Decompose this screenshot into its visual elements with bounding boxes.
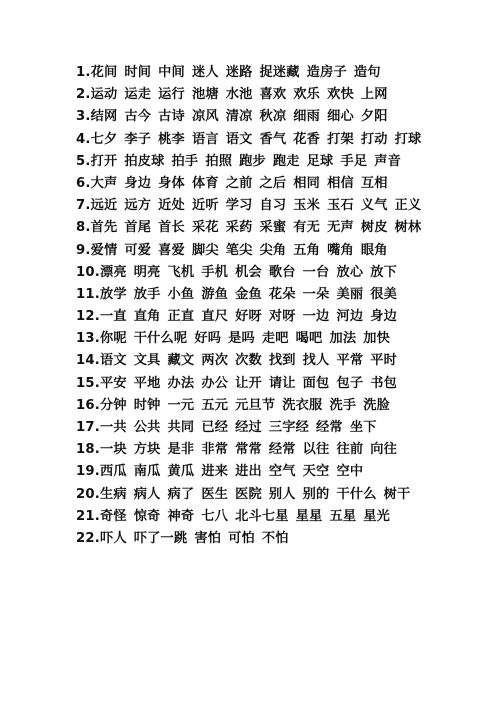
vocabulary-word: 包子 — [336, 375, 364, 391]
vocabulary-word: 花香 — [293, 131, 321, 147]
word-line — [76, 262, 488, 284]
word-line — [76, 417, 488, 439]
word-line — [76, 129, 488, 151]
vocabulary-word: 足球 — [306, 153, 334, 169]
vocabulary-word: 共同 — [167, 420, 195, 435]
vocabulary-word: 拍照 — [205, 153, 233, 169]
vocabulary-word: 藏文 — [167, 353, 195, 369]
vocabulary-word: 结网 — [90, 109, 118, 125]
vocabulary-word: 之前 — [225, 175, 253, 191]
vocabulary-word: 玉石 — [327, 198, 354, 214]
vocabulary-word: 是吗 — [228, 331, 255, 347]
vocabulary-word: 凉风 — [191, 109, 219, 125]
vocabulary-word: 一直 — [99, 309, 127, 325]
vocabulary-word: 桃李 — [158, 131, 185, 147]
word-line — [76, 306, 488, 328]
word-line — [76, 506, 488, 528]
line-number: 1. — [76, 65, 91, 80]
vocabulary-word: 正义 — [394, 198, 422, 214]
vocabulary-word: 时钟 — [133, 397, 161, 413]
vocabulary-word: 树皮 — [360, 220, 388, 236]
vocabulary-word: 空中 — [336, 464, 364, 480]
word-line — [76, 84, 488, 106]
word-line — [76, 240, 488, 262]
vocabulary-word: 喜欢 — [259, 87, 287, 103]
vocabulary-word: 放心 — [336, 264, 364, 280]
line-number: 13. — [76, 331, 100, 347]
word-line — [76, 217, 488, 239]
word-line — [76, 106, 488, 128]
vocabulary-word: 体育 — [191, 175, 219, 191]
word-line — [76, 328, 488, 350]
vocabulary-word: 平安 — [99, 375, 127, 391]
vocabulary-word: 造房子 — [306, 65, 347, 80]
vocabulary-word: 五角 — [293, 242, 321, 258]
line-number: 10. — [76, 264, 100, 280]
vocabulary-word: 一朵 — [302, 286, 330, 302]
vocabulary-word: 放学 — [99, 286, 127, 302]
vocabulary-word: 空气 — [268, 464, 296, 480]
vocabulary-word: 放下 — [370, 264, 397, 280]
vocabulary-word: 学习 — [225, 198, 253, 214]
line-number: 22. — [76, 530, 100, 546]
vocabulary-word: 害怕 — [194, 530, 222, 546]
vocabulary-word: 往前 — [336, 442, 364, 458]
vocabulary-word: 吓了一跳 — [133, 530, 188, 546]
vocabulary-word: 神奇 — [167, 508, 195, 524]
vocabulary-word: 加法 — [329, 331, 357, 347]
vocabulary-word: 进来 — [201, 464, 229, 480]
vocabulary-word: 让开 — [235, 375, 262, 391]
line-number: 20. — [76, 486, 100, 502]
vocabulary-word: 细雨 — [293, 109, 321, 125]
line-number: 8. — [76, 220, 91, 236]
vocabulary-word: 五星 — [329, 508, 357, 524]
vocabulary-word: 跑走 — [272, 153, 300, 169]
vocabulary-word: 上网 — [360, 87, 388, 103]
vocabulary-word: 脚尖 — [191, 242, 219, 258]
vocabulary-word: 书包 — [370, 375, 397, 391]
vocabulary-word: 喜爱 — [158, 242, 185, 258]
vocabulary-word: 手机 — [201, 264, 229, 280]
vocabulary-word: 坐下 — [349, 420, 377, 435]
vocabulary-word: 之后 — [259, 175, 287, 191]
vocabulary-word: 打球 — [394, 131, 422, 147]
vocabulary-word: 办法 — [167, 375, 195, 391]
vocabulary-word: 打架 — [327, 131, 354, 147]
vocabulary-word: 语文 — [225, 131, 253, 147]
vocabulary-word: 文具 — [133, 353, 161, 369]
vocabulary-word: 秋凉 — [259, 109, 287, 125]
vocabulary-word: 小鱼 — [167, 286, 195, 302]
vocabulary-word: 运动 — [90, 87, 118, 103]
vocabulary-word: 古诗 — [158, 109, 185, 125]
vocabulary-word: 语文 — [99, 353, 127, 369]
vocabulary-word: 分钟 — [99, 397, 127, 413]
vocabulary-word: 直角 — [133, 309, 161, 325]
vocabulary-word: 造句 — [353, 65, 381, 80]
vocabulary-word: 细心 — [327, 109, 354, 125]
vocabulary-word: 近处 — [158, 198, 185, 214]
vocabulary-word: 河边 — [336, 309, 364, 325]
vocabulary-word: 漂亮 — [99, 264, 127, 280]
vocabulary-word: 干什么 — [336, 486, 377, 502]
vocabulary-word: 可怕 — [228, 530, 255, 546]
vocabulary-word: 一块 — [99, 442, 127, 458]
vocabulary-word: 采蜜 — [259, 220, 287, 236]
vocabulary-word: 找人 — [302, 353, 330, 369]
vocabulary-word: 三字经 — [268, 420, 310, 435]
vocabulary-word: 好吗 — [194, 331, 222, 347]
vocabulary-word: 七夕 — [90, 131, 118, 147]
vocabulary-word: 别人 — [268, 486, 296, 502]
vocabulary-word: 嘴角 — [327, 242, 354, 258]
vocabulary-word: 玉米 — [293, 198, 321, 214]
line-number: 17. — [76, 420, 100, 435]
vocabulary-word: 两次 — [201, 353, 229, 369]
vocabulary-word: 星星 — [295, 508, 323, 524]
vocabulary-word: 义气 — [360, 198, 388, 214]
vocabulary-word: 迷人 — [191, 65, 219, 80]
vocabulary-word: 迷路 — [225, 65, 253, 80]
vocabulary-word: 欢快 — [327, 87, 354, 103]
vocabulary-word: 远方 — [124, 198, 152, 214]
vocabulary-word: 北斗七星 — [235, 508, 289, 524]
vocabulary-word: 吓人 — [99, 530, 127, 546]
vocabulary-word: 美丽 — [336, 286, 364, 302]
vocabulary-word: 爱情 — [90, 242, 118, 258]
vocabulary-word: 跑步 — [239, 153, 266, 169]
vocabulary-word: 一边 — [302, 309, 330, 325]
vocabulary-word: 南瓜 — [133, 464, 161, 480]
vocabulary-word: 可爱 — [124, 242, 152, 258]
word-line — [76, 484, 488, 506]
word-line — [76, 173, 488, 195]
vocabulary-word: 经常 — [316, 420, 343, 435]
line-number: 12. — [76, 309, 100, 325]
vocabulary-word: 相信 — [327, 175, 354, 191]
line-number: 18. — [76, 442, 100, 458]
vocabulary-word: 一元 — [167, 397, 195, 413]
vocabulary-word: 池塘 — [191, 87, 219, 103]
word-line — [76, 461, 488, 483]
vocabulary-word: 时间 — [124, 65, 152, 80]
word-line — [76, 528, 488, 550]
vocabulary-word: 常常 — [235, 442, 262, 458]
vocabulary-word: 正直 — [167, 309, 195, 325]
vocabulary-word: 首尾 — [124, 220, 152, 236]
vocabulary-word: 洗脸 — [363, 397, 390, 413]
word-line — [76, 62, 488, 84]
vocabulary-word: 非常 — [201, 442, 229, 458]
vocabulary-word: 五元 — [201, 397, 229, 413]
vocabulary-word: 首长 — [158, 220, 185, 236]
vocabulary-word: 七八 — [201, 508, 229, 524]
word-line — [76, 284, 488, 306]
vocabulary-word: 请让 — [268, 375, 296, 391]
vocabulary-word: 水池 — [225, 87, 253, 103]
word-line — [76, 373, 488, 395]
vocabulary-word: 运行 — [158, 87, 185, 103]
vocabulary-word: 洗手 — [329, 397, 357, 413]
vocabulary-word: 次数 — [235, 353, 262, 369]
vocabulary-word: 首先 — [90, 220, 118, 236]
vocabulary-word: 已经 — [201, 420, 229, 435]
vocabulary-word: 很美 — [370, 286, 397, 302]
vocabulary-word: 采药 — [225, 220, 253, 236]
vocabulary-word: 捉迷藏 — [259, 65, 300, 80]
vocabulary-word: 欢乐 — [293, 87, 321, 103]
vocabulary-word: 生病 — [99, 486, 127, 502]
vocabulary-word: 病了 — [167, 486, 195, 502]
vocabulary-word: 一台 — [302, 264, 330, 280]
vocabulary-word: 喝吧 — [295, 331, 323, 347]
line-number: 16. — [76, 397, 100, 413]
vocabulary-word: 不怕 — [261, 530, 289, 546]
line-number: 2. — [76, 87, 91, 103]
vocabulary-list — [76, 62, 488, 550]
vocabulary-word: 李子 — [124, 131, 152, 147]
line-number: 19. — [76, 464, 100, 480]
vocabulary-word: 找到 — [268, 353, 296, 369]
vocabulary-word: 采花 — [191, 220, 219, 236]
vocabulary-word: 干什么呢 — [133, 331, 188, 347]
vocabulary-word: 是非 — [167, 442, 195, 458]
vocabulary-word: 远近 — [90, 198, 118, 214]
vocabulary-word: 一共 — [99, 420, 127, 435]
vocabulary-word: 你呢 — [99, 331, 127, 347]
vocabulary-word: 游鱼 — [201, 286, 229, 302]
vocabulary-word: 对呀 — [268, 309, 296, 325]
vocabulary-word: 平时 — [370, 353, 397, 369]
line-number: 14. — [76, 353, 100, 369]
vocabulary-word: 拍手 — [171, 153, 199, 169]
vocabulary-word: 奇怪 — [99, 508, 127, 524]
vocabulary-word: 直尺 — [201, 309, 229, 325]
line-number: 5. — [76, 153, 91, 169]
vocabulary-word: 方块 — [133, 442, 161, 458]
vocabulary-word: 声音 — [374, 153, 402, 169]
vocabulary-word: 飞机 — [167, 264, 195, 280]
vocabulary-word: 平常 — [336, 353, 364, 369]
vocabulary-word: 语言 — [191, 131, 219, 147]
vocabulary-word: 别的 — [302, 486, 330, 502]
vocabulary-word: 黄瓜 — [167, 464, 195, 480]
vocabulary-word: 星光 — [363, 508, 390, 524]
vocabulary-word: 花间 — [90, 65, 118, 80]
vocabulary-word: 以往 — [302, 442, 330, 458]
line-number: 15. — [76, 375, 100, 391]
vocabulary-word: 相同 — [293, 175, 321, 191]
vocabulary-word: 天空 — [302, 464, 330, 480]
vocabulary-word: 互相 — [360, 175, 388, 191]
vocabulary-word: 医院 — [235, 486, 262, 502]
word-line — [76, 151, 488, 173]
vocabulary-word: 病人 — [133, 486, 161, 502]
vocabulary-word: 有无 — [293, 220, 321, 236]
vocabulary-word: 近听 — [191, 198, 219, 214]
vocabulary-word: 尖角 — [259, 242, 287, 258]
vocabulary-word: 向往 — [370, 442, 397, 458]
word-line — [76, 195, 488, 217]
vocabulary-word: 打动 — [360, 131, 388, 147]
vocabulary-word: 运走 — [124, 87, 152, 103]
vocabulary-word: 身边 — [124, 175, 152, 191]
vocabulary-word: 放手 — [133, 286, 161, 302]
vocabulary-word: 平地 — [133, 375, 161, 391]
vocabulary-word: 走吧 — [261, 331, 289, 347]
vocabulary-word: 树林 — [394, 220, 422, 236]
vocabulary-word: 经常 — [268, 442, 296, 458]
line-number: 6. — [76, 175, 91, 191]
line-number: 3. — [76, 109, 91, 125]
vocabulary-word: 花朵 — [268, 286, 296, 302]
word-line — [76, 439, 488, 461]
vocabulary-word: 惊奇 — [133, 508, 161, 524]
vocabulary-word: 经过 — [235, 420, 262, 435]
vocabulary-word: 身体 — [158, 175, 185, 191]
line-number: 11. — [76, 286, 100, 302]
word-line — [76, 350, 488, 372]
vocabulary-word: 元旦节 — [235, 397, 276, 413]
line-number: 4. — [76, 131, 91, 147]
line-number: 7. — [76, 198, 91, 214]
vocabulary-word: 眼角 — [360, 242, 388, 258]
line-number: 21. — [76, 508, 100, 524]
vocabulary-word: 中间 — [158, 65, 185, 80]
vocabulary-word: 打开 — [90, 153, 118, 169]
word-line — [76, 395, 488, 417]
vocabulary-word: 自习 — [259, 198, 287, 214]
vocabulary-word: 洗衣服 — [282, 397, 323, 413]
vocabulary-word: 公共 — [133, 420, 161, 435]
vocabulary-word: 拍皮球 — [124, 153, 165, 169]
vocabulary-word: 进出 — [235, 464, 262, 480]
vocabulary-word: 清凉 — [225, 109, 253, 125]
vocabulary-word: 医生 — [201, 486, 229, 502]
vocabulary-word: 大声 — [90, 175, 118, 191]
vocabulary-word: 办公 — [201, 375, 229, 391]
vocabulary-word: 古今 — [124, 109, 152, 125]
vocabulary-word: 明亮 — [133, 264, 161, 280]
vocabulary-word: 加快 — [363, 331, 390, 347]
vocabulary-word: 身边 — [370, 309, 397, 325]
line-number: 9. — [76, 242, 91, 258]
vocabulary-word: 金鱼 — [235, 286, 262, 302]
vocabulary-word: 香气 — [259, 131, 287, 147]
vocabulary-word: 歌台 — [268, 264, 296, 280]
vocabulary-word: 笔尖 — [225, 242, 253, 258]
vocabulary-word: 西瓜 — [99, 464, 127, 480]
vocabulary-word: 面包 — [302, 375, 330, 391]
vocabulary-word: 手足 — [340, 153, 368, 169]
vocabulary-word: 夕阳 — [360, 109, 388, 125]
vocabulary-word: 好呀 — [235, 309, 262, 325]
vocabulary-word: 无声 — [327, 220, 354, 236]
vocabulary-word: 机会 — [235, 264, 262, 280]
vocabulary-word: 树干 — [383, 486, 411, 502]
